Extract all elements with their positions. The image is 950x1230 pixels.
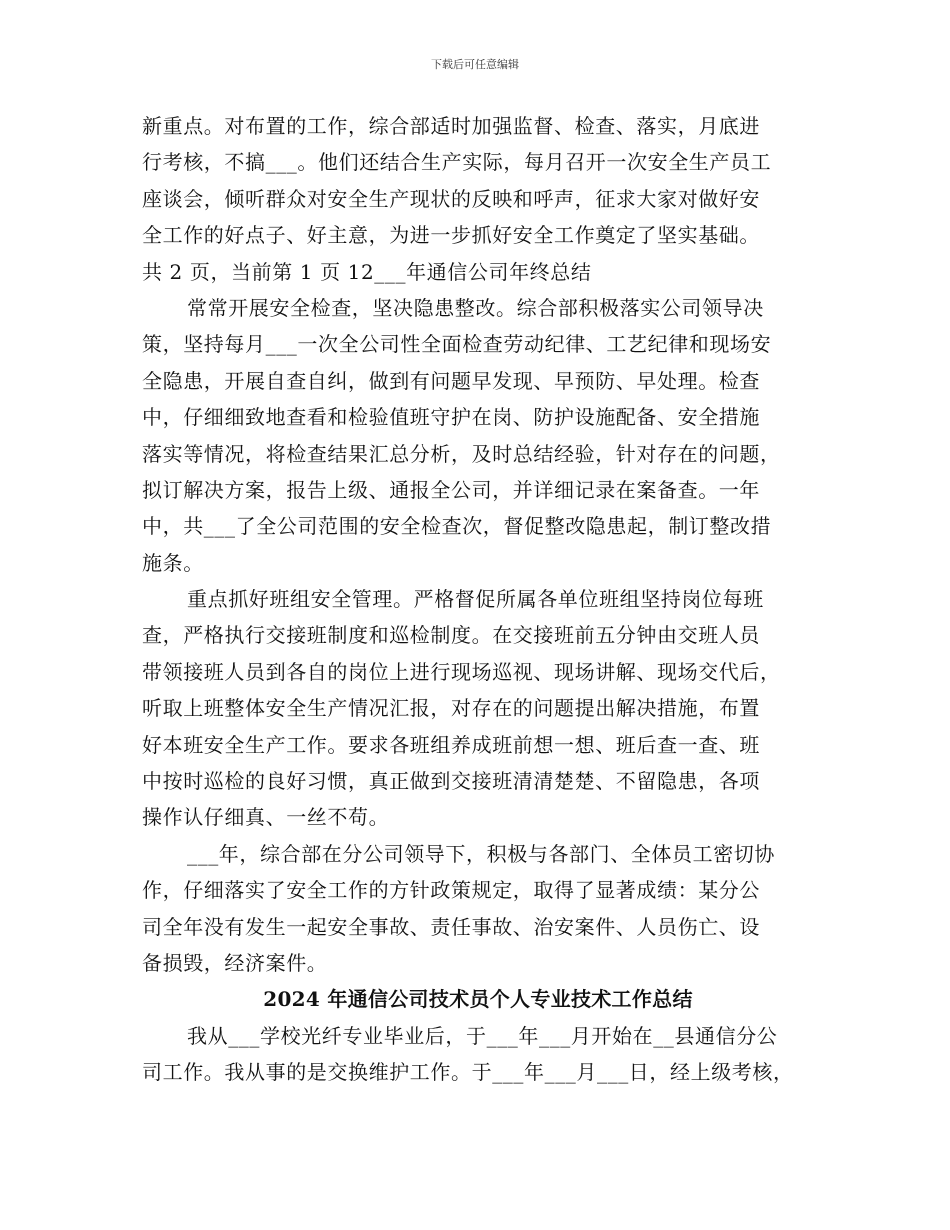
paragraph-line: 操作认仔细真、一丝不苟。 — [142, 805, 390, 830]
paragraph-line: 全工作的好点子、好主意，为进一步抓好安全工作奠定了坚实基础。 — [142, 223, 760, 248]
paragraph-line: 座谈会，倾听群众对安全生产现状的反映和呼声，征求大家对做好安 — [142, 186, 760, 211]
paragraph-line: 常常开展安全检查，坚决隐患整改。综合部积极落实公司领导决 — [187, 295, 764, 320]
paragraph-line: 中按时巡检的良好习惯，真正做到交接班清清楚楚、不留隐患，各项 — [142, 769, 760, 794]
document-body — [142, 108, 814, 1091]
paragraph-line: 作，仔细落实了安全工作的方针政策规定，取得了显著成绩：某分公 — [142, 878, 760, 903]
paragraph-line: 施条。 — [142, 550, 204, 575]
paragraph-line: 司全年没有发生一起安全事故、责任事故、治安案件、人员伤亡、设 — [142, 914, 760, 939]
header-note: 下载后可任意编辑 — [431, 58, 519, 71]
paragraph-line: ___年，综合部在分公司领导下，积极与各部门、全体员工密切协 — [187, 841, 775, 866]
paragraph-line: 我从___学校光纤专业毕业后，于___年___月开始在__县通信分公 — [187, 1023, 778, 1048]
paragraph-line: 中，共___了全公司范围的安全检查次，督促整改隐患起，制订整改措 — [142, 514, 772, 539]
paragraph-line: 全隐患，开展自查自纠，做到有问题早发现、早预防、早处理。检查 — [142, 368, 760, 393]
paragraph-line: 落实等情况，将检查结果汇总分析，及时总结经验，针对存在的问题， — [142, 441, 781, 466]
paragraph-line: 备损毁，经济案件。 — [142, 950, 328, 975]
paragraph-line: 新重点。对布置的工作，综合部适时加强监督、检查、落实，月底进 — [142, 114, 760, 138]
paragraph-line: 好本班安全生产工作。要求各班组养成班前想一想、班后查一查、班 — [142, 732, 760, 757]
paragraph-line: 策，坚持每月___一次全公司性全面检查劳动纪律、工艺纪律和现场安 — [142, 332, 772, 357]
paragraph-line: 重点抓好班组安全管理。严格督促所属各单位班组坚持岗位每班 — [187, 587, 764, 612]
paragraph-line: 带领接班人员到各自的岗位上进行现场巡视、现场讲解、现场交代后， — [142, 659, 781, 684]
paragraph-line: 听取上班整体安全生产情况汇报，对存在的问题提出解决措施，布置 — [142, 696, 760, 721]
page-footer-line: 共 2 页，当前第 1 页 12___年通信公司年终总结 — [142, 259, 592, 284]
paragraph-line: 中，仔细细致地查看和检验值班守护在岗、防护设施配备、安全措施 — [142, 405, 760, 430]
section-title: 2024 年通信公司技术员个人专业技术工作总结 — [263, 987, 693, 1012]
paragraph-line: 查，严格执行交接班制度和巡检制度。在交接班前五分钟由交班人员 — [142, 623, 760, 648]
paragraph-line: 司工作。我从事的是交换维护工作。于___年___月___日，经上级考核， — [142, 1060, 794, 1085]
paragraph-line: 行考核，不搞___。他们还结合生产实际，每月召开一次安全生产员工 — [142, 150, 772, 175]
paragraph-line: 拟订解决方案，报告上级、通报全公司，并详细记录在案备查。一年 — [142, 477, 760, 502]
